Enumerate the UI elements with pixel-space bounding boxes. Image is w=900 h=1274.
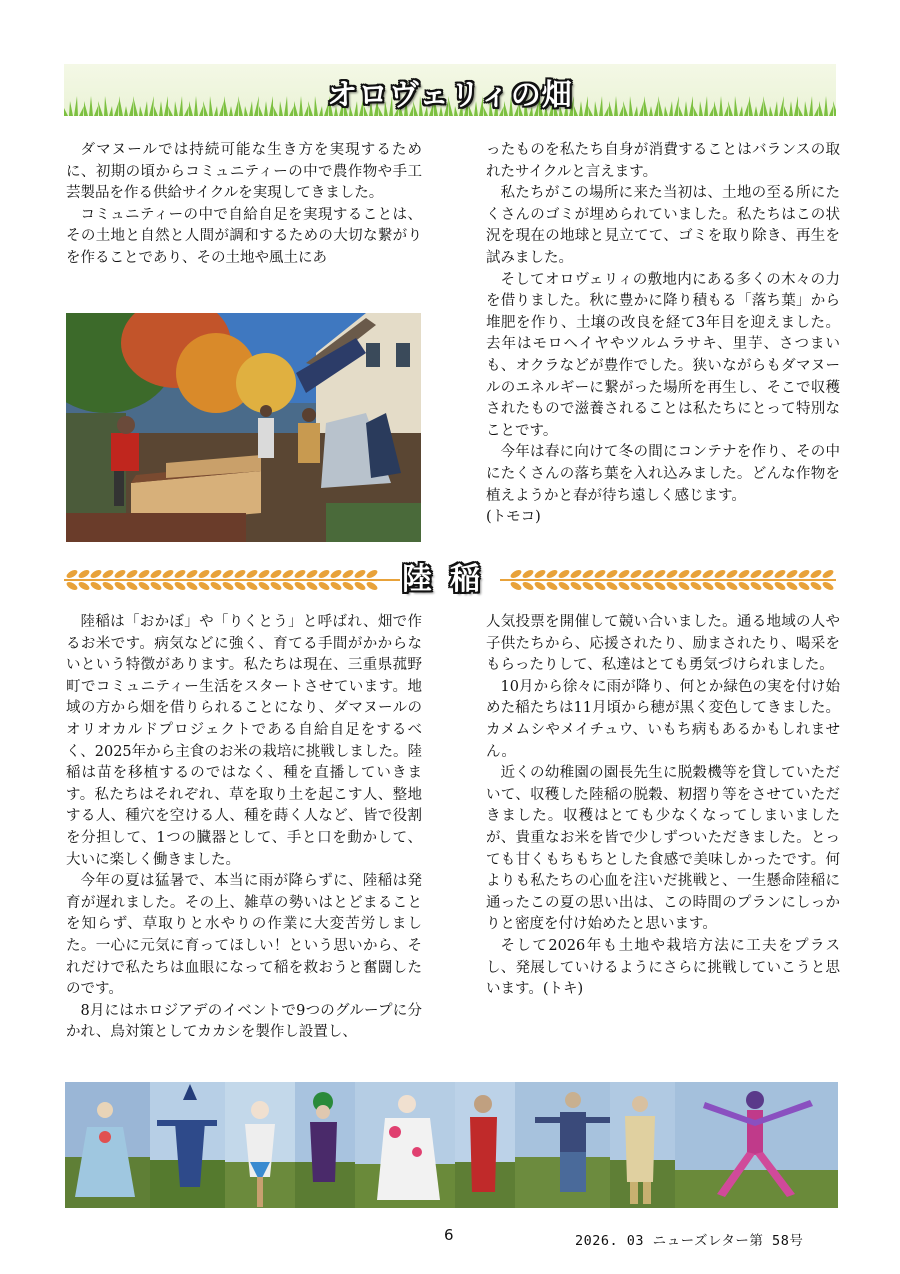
paragraph: 私たちがこの場所に来た当初は、土地の至る所にたくさんのゴミが埋められていました。私たちはこの状況を現在の地球と見立てて、ゴミを取り除き、再生を試みました。 <box>486 185 840 266</box>
issue-footer: 2026. 03 ニューズレター第 58号 <box>575 1233 804 1249</box>
paragraph: 今年の夏は猛暑で、本当に雨が降らずに、陸稲は発育が遅れました。その上、雑草の勢いはとどまることを知らず、草取りと水やりの作業に大変苦労しました。一心に元気に育ってほしい！という思いから、それだけで私たちは血眼になって稲を救おうと奮闘したのです。 <box>66 873 422 998</box>
paragraph: ダマヌールでは持続可能な生き方を実現するために、初期の頃からコミュニティーの中で農作物や手工芸製品を作る供給サイクルを実現してきました。 <box>66 142 422 202</box>
scarecrow-photo <box>455 1082 515 1208</box>
scarecrow-photo <box>225 1082 295 1208</box>
scarecrow-photo <box>610 1082 675 1208</box>
paragraph: ったものを私たち自身が消費することはバランスの取れたサイクルと言えます。 <box>486 142 840 180</box>
garden-photo <box>66 313 421 542</box>
section1-banner <box>64 64 836 116</box>
scarecrow-photo <box>675 1082 838 1208</box>
paragraph: 10月から徐々に雨が降り、何とか緑色の実を付け始めた稲たちは11月頃から穂が黒く変色してきました。カメムシやメイチュウ、いもち病もあるかもしれません。 <box>486 678 840 760</box>
section2-banner <box>64 560 836 600</box>
scarecrow-photo <box>150 1082 225 1208</box>
paragraph: コミュニティーの中で自給自足を実現することは、その土地と自然と人間が調和するための大切な繋がりを作ることであり、その土地や風土にあ <box>66 206 422 266</box>
section1-left-column <box>66 140 422 270</box>
paragraph: 今年は春に向けて冬の間にコンテナを作り、その中にたくさんの落ち葉を入れ込みました。どんな作物を植えようかと春が待ち遠しく感じます。 <box>486 444 840 504</box>
section1-right-column <box>486 140 840 529</box>
scarecrow-photo-strip <box>65 1082 838 1208</box>
scarecrow-photo <box>295 1082 355 1208</box>
paragraph: 近くの幼稚園の園長先生に脱穀機等を貸していただいて、収穫した陸稲の脱穀、籾摺り等をさせていただきました。収穫はとても少なくなってしまいましたが、貴重なお米を皆で少しずついただきました。とっても甘くもちもちとした食感で美味しかったです。何よりも私たちの心血を注いだ挑戦と、一生懸命陸稲に通ったこの夏の思い出は、この時間のプランにしっかりと密度を付け始めたと思います。 <box>486 765 840 933</box>
paragraph: 陸稲は「おかぼ」や「りくとう」と呼ばれ、畑で作るお米です。病気などに強く、育てる手間がかからないという特徴があります。私たちは現在、三重県菰野町でコミュニティー生活をスタートさせています。地域の方から畑を借りられることになり、ダマヌールのオリオカルドプロジェクトである自給自足をするべく、2025年から主食のお米の栽培に挑戦しました。陸稲は苗を移植するのではなく、種を直播していきます。私たちはそれぞれ、草を取り土を起こす人、整地する人、種穴を空ける人、種を蒔く人など、皆で役割を分担して、1つの臓器として、手と口を動かして、大いに楽しく働きました。 <box>66 614 422 868</box>
scarecrow-photo <box>515 1082 610 1208</box>
scarecrow-photo <box>65 1082 150 1208</box>
paragraph: 8月にはホロジアデのイベントで9つのグループに分かれ、鳥対策としてカカシを製作し設置し、 <box>66 1002 422 1041</box>
paragraph: 人気投票を開催して競い合いました。通る地域の人や子供たちから、応援されたり、励まされたり、喝采をもらったりして、私達はとても勇気づけられました。 <box>486 614 840 674</box>
paragraph: そして2026年も土地や栽培方法に工夫をプラスし、発展していけるようにさらに挑戦していこうと思います。(トキ) <box>486 937 840 998</box>
section2-title: 陸稲 <box>402 562 498 597</box>
paragraph: そしてオロヴェリィの敷地内にある多くの木々の力を借りました。秋に豊かに降り積もる「落ち葉」から堆肥を作り、土壌の改良を経て3年目を迎えました。去年はモロヘイヤやツルムラサキ、里芋、さつまいも、オクラなどが豊作でした。狭いながらもダマヌールのエネルギーに繋がった場所を再生し、そこで収穫されたもので滋養されることは私たちにとって特別なことです。 <box>486 271 840 439</box>
signature: (トモコ) <box>486 509 541 526</box>
page-number: 6 <box>444 1226 454 1244</box>
scarecrow-photo <box>355 1082 455 1208</box>
section2-left-column <box>66 612 422 1044</box>
section2-right-column <box>486 612 840 1001</box>
section1-title: オロヴェリィの畑 <box>327 78 573 113</box>
